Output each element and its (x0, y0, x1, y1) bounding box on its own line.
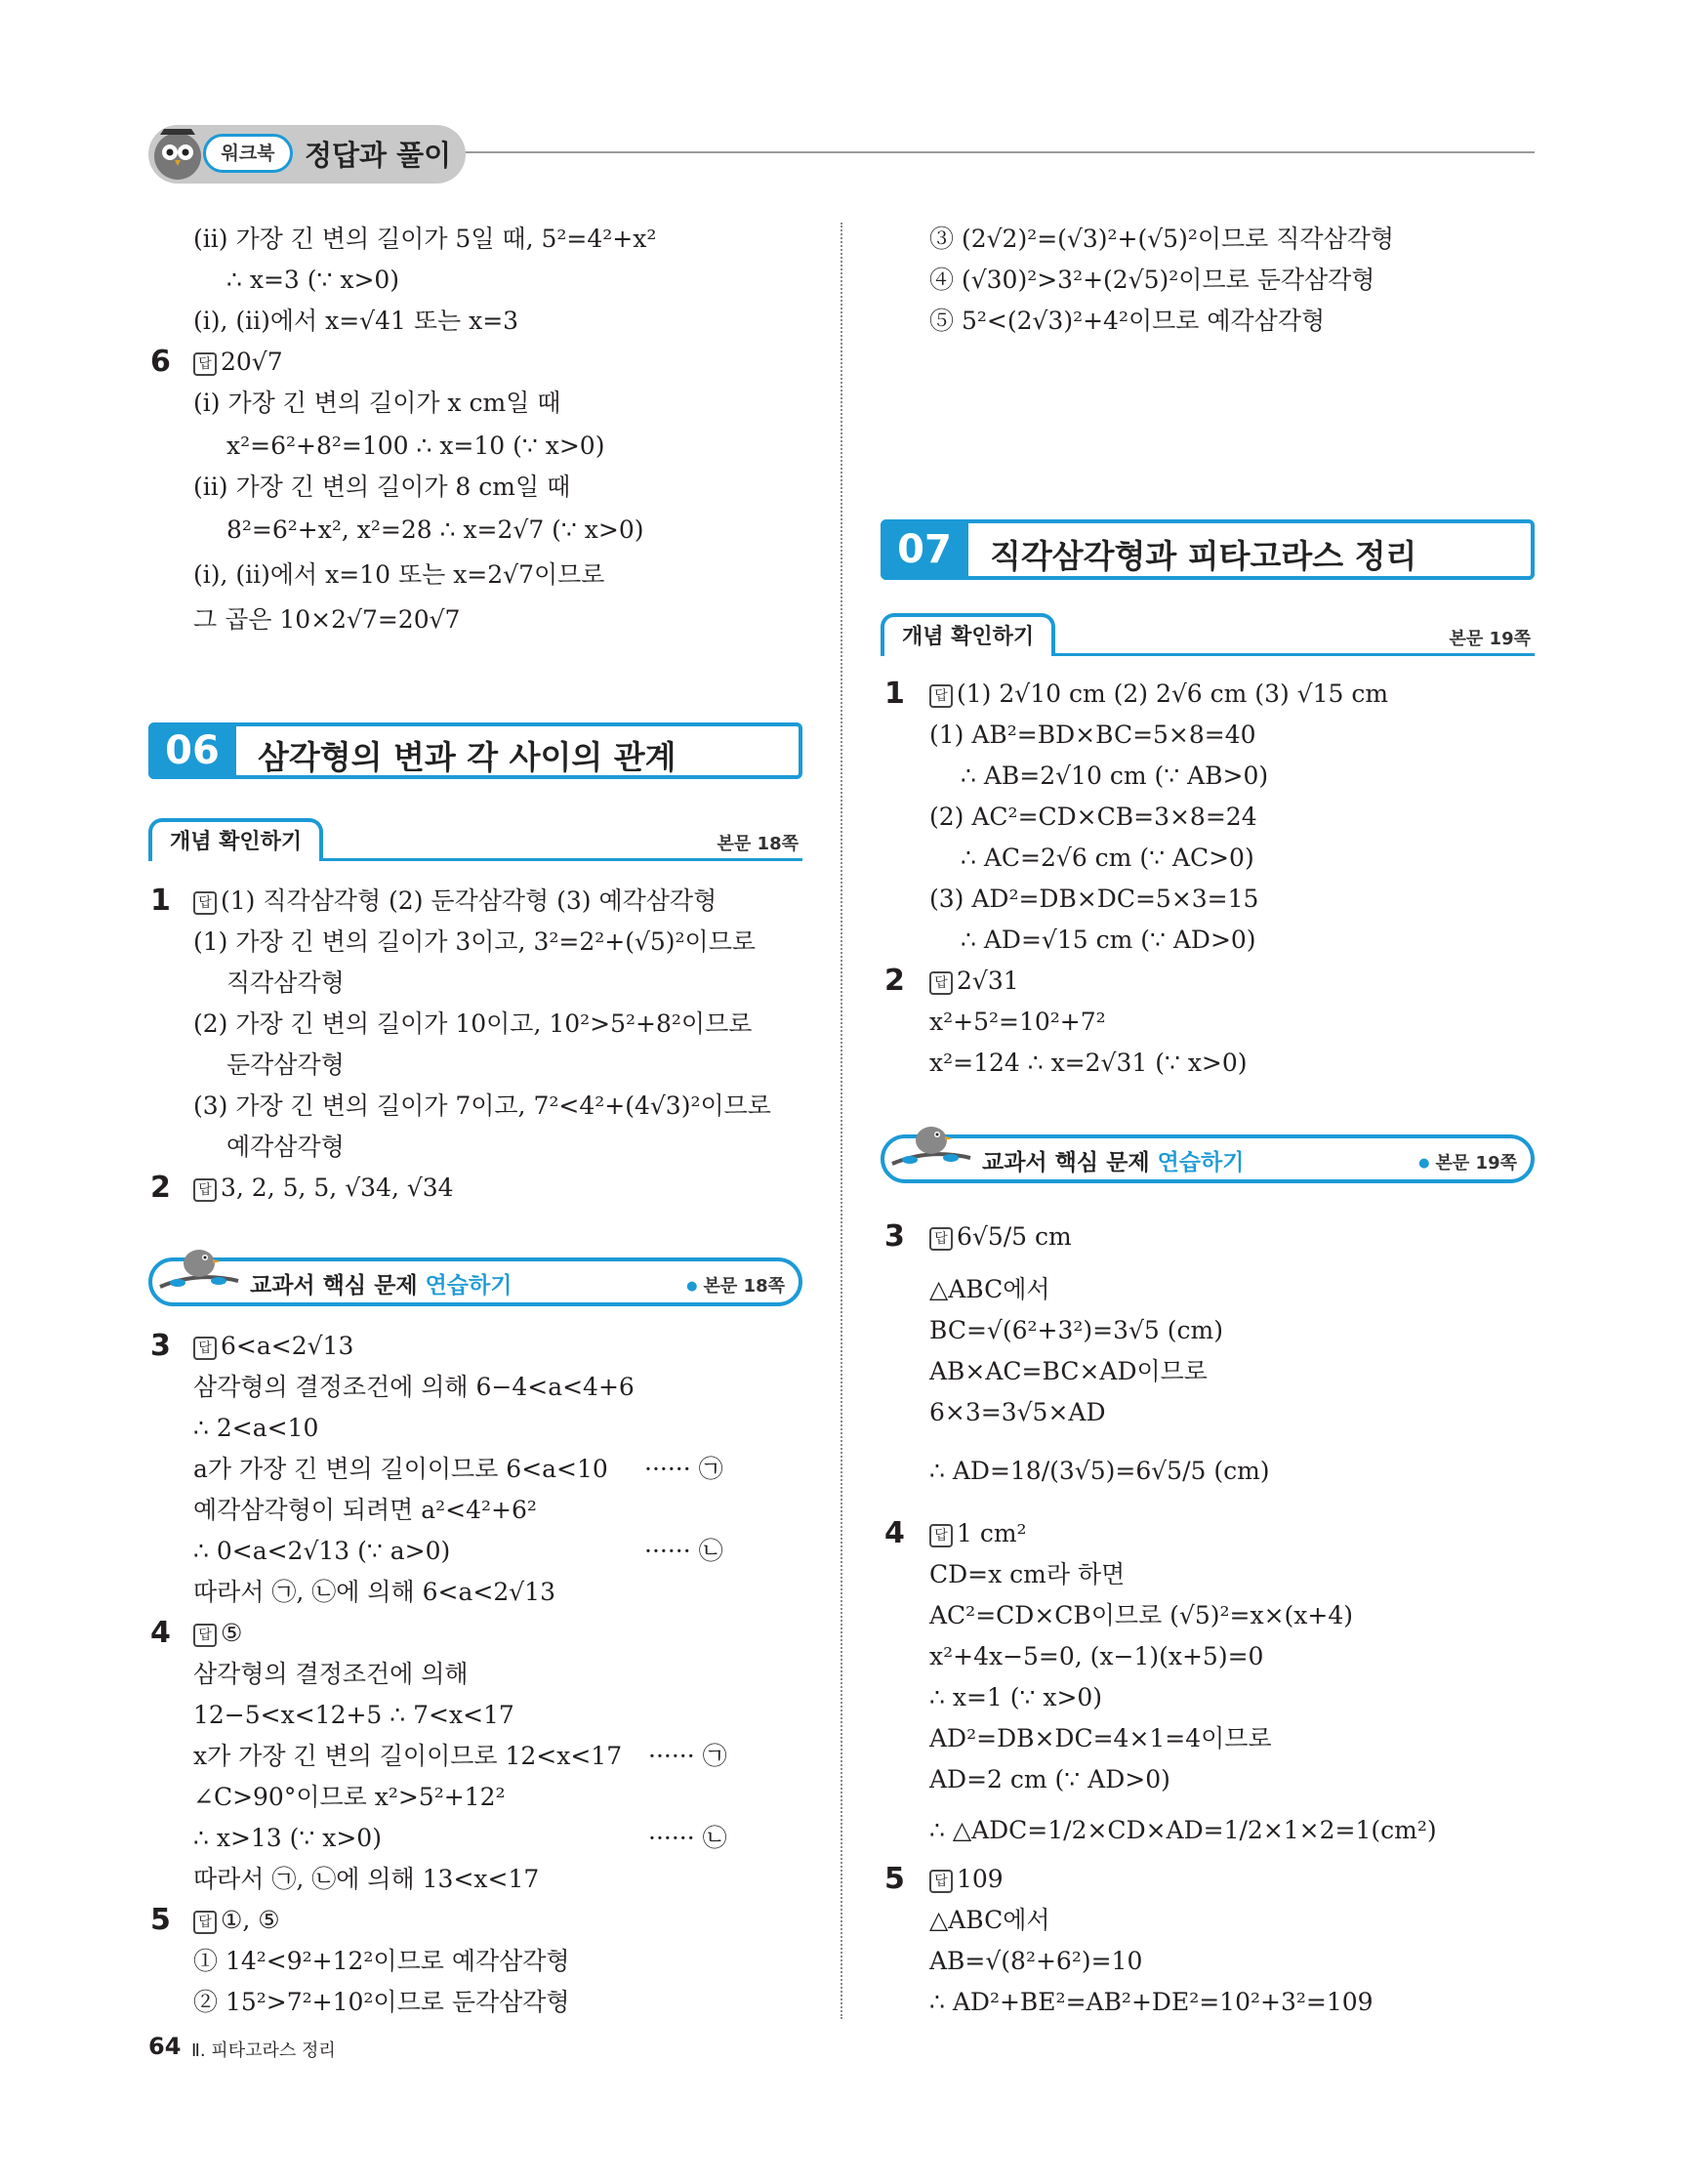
text-line: ④ (√30)²>3²+(2√5)²이므로 둔각삼각형 (929, 266, 1375, 294)
question-number: 3 (150, 1329, 171, 1363)
text-line: 8²=6²+x², x²=28 ∴ x=2√7 (∵ x>0) (226, 515, 644, 544)
text-line: CD=x cm라 하면 (929, 1560, 1126, 1588)
header-rule (430, 151, 1535, 153)
text-line: 둔각삼각형 (226, 1051, 345, 1079)
text-line: ∴ x=1 (∵ x>0) (929, 1683, 1103, 1711)
text-line: (ⅰ), (ⅱ)에서 x=10 또는 x=2√7이므로 (193, 560, 605, 589)
text-line: BC=√(6²+3²)=3√5 (cm) (929, 1316, 1224, 1344)
chapter-title: Ⅱ. 피타고라스 정리 (191, 2040, 336, 2061)
bird-on-branch-icon (890, 1109, 972, 1172)
practice-title-highlight: 연습하기 (425, 1273, 513, 1298)
owl-mascot-icon (146, 121, 209, 184)
text-line: 예각삼각형 (226, 1133, 345, 1161)
practice-title-part: 문제 (1098, 1150, 1158, 1175)
text-line: ∴ AD²+BE²=AB²+DE²=10²+3²=109 (929, 1988, 1374, 2016)
text-line: AC²=CD×CB이므로 (√5)²=x×(x+4) (929, 1601, 1353, 1629)
answer-line (929, 1220, 1072, 1254)
text-line: ∴ x=3 (∵ x>0) (226, 266, 400, 294)
page-reference: 본문 19쪽 (1449, 629, 1531, 649)
question-number: 5 (884, 1862, 905, 1896)
text-line: ∴ AC=2√6 cm (∵ AC>0) (961, 844, 1254, 872)
text-line: 따라서 ㉠, ㉡에 의해 13<x<17 (193, 1865, 540, 1893)
practice-header (148, 1257, 802, 1306)
text-line: AB=√(8²+6²)=10 (929, 1947, 1143, 1975)
question-number: 3 (884, 1219, 905, 1254)
concept-check-header (148, 818, 802, 861)
page-reference: ● 본문 18쪽 (686, 1272, 785, 1298)
practice-title (250, 1267, 512, 1299)
practice-header (881, 1134, 1535, 1183)
answer-line (193, 885, 717, 918)
text-line: ∴ AD=18/(3√5)=6√5/5 (cm) (929, 1457, 1270, 1485)
question-number: 5 (150, 1903, 171, 1937)
section-number: 06 (148, 722, 236, 779)
page-header-title: 정답과 풀이 (305, 139, 452, 172)
text-line: x²=124 ∴ x=2√31 (∵ x>0) (929, 1049, 1248, 1077)
text-line: (ⅰ), (ⅱ)에서 x=√41 또는 x=3 (193, 307, 519, 335)
question-number: 4 (150, 1616, 171, 1650)
text-line: ∴ AD=√15 cm (∵ AD>0) (961, 926, 1256, 954)
question-number: 2 (884, 964, 905, 998)
text-line: a가 가장 긴 변의 길이이므로 6<a<10 (193, 1455, 608, 1483)
practice-title (982, 1144, 1244, 1176)
answer-icon: 답 (193, 352, 217, 376)
text-line: (3) 가장 긴 변의 길이가 7이고, 7²<4²+(4√3)²이므로 (193, 1092, 771, 1120)
answer-text: 2√31 (957, 967, 1019, 995)
bird-on-branch-icon (158, 1232, 240, 1295)
answer-text: 20√7 (221, 348, 283, 376)
answer-line (193, 346, 283, 379)
practice-title-part: 핵심 (322, 1273, 367, 1298)
concept-check-label: 개념 확인하기 (881, 613, 1055, 656)
answer-icon: 답 (193, 1911, 217, 1934)
text-line: ∴ x>13 (∵ x>0) (193, 1824, 382, 1852)
text-line: △ABC에서 (929, 1275, 1050, 1303)
text-line: AB×AC=BC×AD이므로 (929, 1357, 1208, 1385)
text-line: 6×3=3√5×AD (929, 1398, 1106, 1426)
text-line: x가 가장 긴 변의 길이이므로 12<x<17 (193, 1742, 623, 1770)
text-line: (ⅱ) 가장 긴 변의 길이가 5일 때, 5²=4²+x² (193, 225, 657, 253)
answer-line (193, 1617, 242, 1650)
practice-title-part: 핵심 (1054, 1150, 1099, 1175)
text-line: (1) 가장 긴 변의 길이가 3이고, 3²=2²+(√5)²이므로 (193, 927, 757, 956)
equation-marker: ······ ㉠ (644, 1455, 723, 1483)
answer-icon: 답 (929, 684, 953, 708)
page-number: 64 (148, 2033, 182, 2060)
question-number: 6 (150, 345, 171, 379)
answer-icon: 답 (193, 1337, 217, 1360)
text-line: 그 곱은 10×2√7=20√7 (193, 605, 461, 634)
text-line: (1) AB²=BD×BC=5×8=40 (929, 721, 1256, 749)
text-line: (ⅰ) 가장 긴 변의 길이가 x cm일 때 (193, 389, 561, 417)
answer-icon: 답 (929, 1870, 953, 1893)
question-number: 1 (884, 677, 905, 711)
practice-title-highlight: 연습하기 (1157, 1150, 1245, 1175)
question-number: 2 (150, 1171, 171, 1205)
answer-icon: 답 (193, 891, 217, 915)
concept-check-header (881, 613, 1535, 656)
page-reference: ● 본문 19쪽 (1418, 1149, 1517, 1174)
text-line: 예각삼각형이 되려면 a²<4²+6² (193, 1496, 537, 1524)
text-line: (ⅱ) 가장 긴 변의 길이가 8 cm일 때 (193, 473, 571, 501)
answer-icon: 답 (929, 1227, 953, 1251)
question-number: 4 (884, 1516, 905, 1550)
answer-text: ⑤ (221, 1619, 243, 1647)
answer-text: 6√5/5 cm (957, 1222, 1072, 1251)
text-line: AD²=DB×DC=4×1=4이므로 (929, 1724, 1272, 1752)
section-title: 삼각형의 변과 각 사이의 관계 (258, 738, 677, 776)
page-reference: 본문 18쪽 (717, 834, 799, 854)
text-line: x²+4x−5=0, (x−1)(x+5)=0 (929, 1642, 1264, 1670)
text-line: x²+5²=10²+7² (929, 1008, 1106, 1036)
text-line: 삼각형의 결정조건에 의해 (193, 1660, 469, 1688)
answer-text: 6<a<2√13 (221, 1332, 354, 1360)
answer-line (193, 1330, 353, 1363)
answer-line (193, 1904, 280, 1937)
text-line: ② 15²>7²+10²이므로 둔각삼각형 (193, 1988, 570, 2016)
answer-icon: 답 (193, 1178, 217, 1202)
answer-text: (1) 2√10 cm (2) 2√6 cm (3) √15 cm (957, 680, 1389, 708)
text-line: x²=6²+8²=100 ∴ x=10 (∵ x>0) (226, 432, 605, 460)
answer-line (929, 965, 1019, 998)
text-line: ⑤ 5²<(2√3)²+4²이므로 예각삼각형 (929, 307, 1326, 335)
practice-title-part: 교과서 (982, 1150, 1055, 1175)
text-line: ∴ 0<a<2√13 (∵ a>0) (193, 1537, 451, 1565)
answer-text: (1) 직각삼각형 (2) 둔각삼각형 (3) 예각삼각형 (221, 886, 718, 915)
text-line: △ABC에서 (929, 1906, 1050, 1934)
text-line: ③ (2√2)²=(√3)²+(√5)²이므로 직각삼각형 (929, 225, 1394, 253)
text-line: (3) AD²=DB×DC=5×3=15 (929, 885, 1259, 913)
concept-check-label: 개념 확인하기 (148, 818, 323, 861)
text-line: 삼각형의 결정조건에 의해 6−4<a<4+6 (193, 1373, 635, 1401)
text-line: 따라서 ㉠, ㉡에 의해 6<a<2√13 (193, 1578, 555, 1606)
section-title: 직각삼각형과 피타고라스 정리 (990, 537, 1417, 575)
answer-icon: 답 (929, 971, 953, 995)
answer-line (929, 1517, 1027, 1550)
text-line: 직각삼각형 (226, 968, 345, 997)
text-line: (2) 가장 긴 변의 길이가 10이고, 10²>5²+8²이므로 (193, 1010, 753, 1038)
workbook-badge: 워크북 (203, 134, 293, 173)
equation-marker: ······ ㉠ (648, 1742, 727, 1770)
text-line: ∠C>90°이므로 x²>5²+12² (193, 1783, 506, 1811)
answer-text: ①, ⑤ (221, 1906, 280, 1934)
section-number: 07 (881, 519, 968, 580)
section-header-06 (148, 722, 802, 779)
equation-marker: ······ ㉡ (648, 1824, 727, 1852)
practice-title-part: 문제 (366, 1273, 426, 1298)
question-number: 1 (150, 884, 171, 918)
text-line: ∴ 2<a<10 (193, 1414, 319, 1442)
text-line: ∴ △ADC=1/2×CD×AD=1/2×1×2=1(cm²) (929, 1816, 1437, 1844)
answer-text: 1 cm² (957, 1519, 1027, 1547)
text-line: ① 14²<9²+12²이므로 예각삼각형 (193, 1947, 570, 1975)
section-header-07 (881, 519, 1535, 580)
answer-text: 3, 2, 5, 5, √34, √34 (221, 1174, 454, 1202)
answer-text: 109 (957, 1865, 1004, 1893)
text-line: 12−5<x<12+5 ∴ 7<x<17 (193, 1701, 514, 1729)
answer-icon: 답 (193, 1624, 217, 1647)
column-divider (841, 223, 842, 2019)
answer-line (193, 1172, 454, 1205)
answer-line (929, 678, 1388, 711)
answer-icon: 답 (929, 1524, 953, 1547)
text-line: AD=2 cm (∵ AD>0) (929, 1765, 1170, 1793)
practice-title-part: 교과서 (250, 1273, 323, 1298)
text-line: (2) AC²=CD×CB=3×8=24 (929, 803, 1257, 831)
equation-marker: ······ ㉡ (644, 1537, 723, 1565)
answer-line (929, 1863, 1004, 1896)
text-line: ∴ AB=2√10 cm (∵ AB>0) (961, 762, 1269, 790)
